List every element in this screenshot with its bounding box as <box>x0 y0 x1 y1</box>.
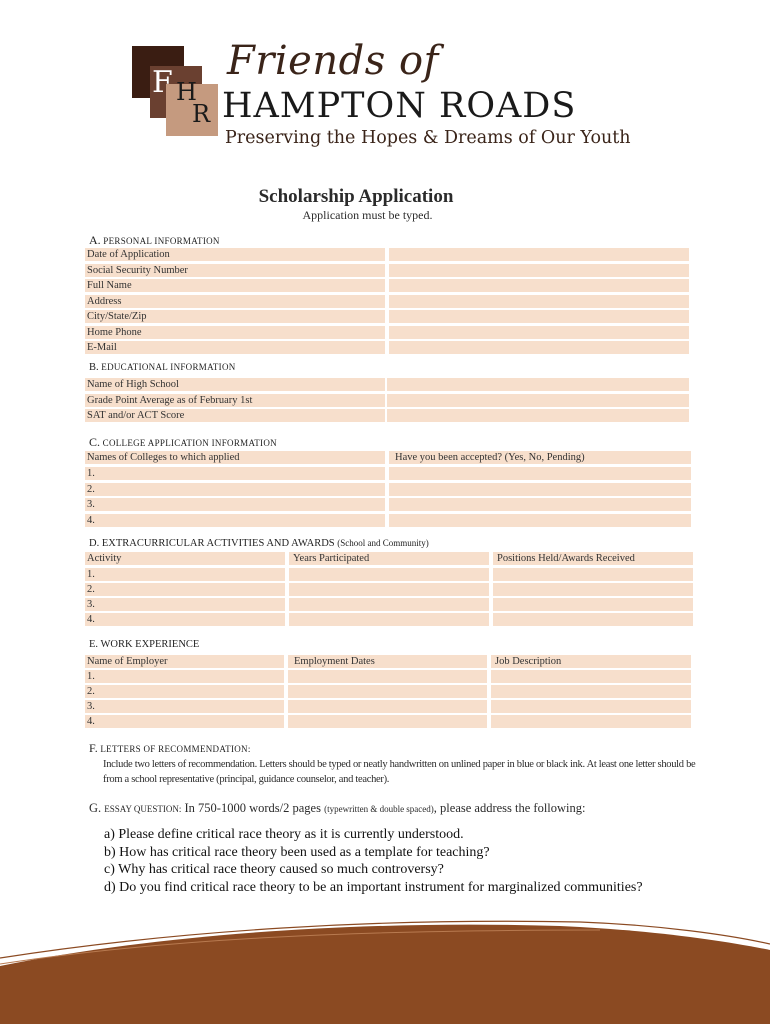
field-input[interactable] <box>493 583 693 596</box>
logo-friends-of: Friends of <box>227 38 439 84</box>
logo-hampton-roads: HAMPTON ROADS <box>222 86 577 126</box>
field-input[interactable] <box>387 409 689 422</box>
section-f-heading: F. LETTERS OF RECOMMENDATION: <box>89 741 251 755</box>
field-label: 3. <box>85 700 284 713</box>
field-input[interactable] <box>493 568 693 581</box>
logo-monogram-h: H <box>176 78 197 106</box>
field-input[interactable] <box>389 514 691 527</box>
field-label: Address <box>85 295 385 308</box>
field-input[interactable] <box>491 670 691 683</box>
field-input[interactable] <box>491 685 691 698</box>
section-b-heading: B. EDUCATIONAL INFORMATION <box>89 362 236 373</box>
section-c-col2-label: Have you been accepted? (Yes, No, Pending) <box>389 451 691 464</box>
field-label: 3. <box>85 598 285 611</box>
section-e-heading: E. WORK EXPERIENCE <box>89 639 200 650</box>
section-d-heading: D. EXTRACURRICULAR ACTIVITIES AND AWARDS (School and Community) <box>89 538 429 549</box>
field-input[interactable] <box>389 341 689 354</box>
page-title: Scholarship Application <box>258 186 454 207</box>
logo-monogram-r: R <box>192 100 211 128</box>
page-subtitle: Application must be typed. <box>302 208 433 222</box>
field-label: 2. <box>85 583 285 596</box>
field-input[interactable] <box>389 279 689 292</box>
field-input[interactable] <box>288 715 487 728</box>
section-c-header-row <box>85 451 691 464</box>
field-label: Full Name <box>85 279 385 292</box>
field-input[interactable] <box>389 498 691 511</box>
field-label: City/State/Zip <box>85 310 385 323</box>
section-e-col2-label: Employment Dates <box>288 655 487 668</box>
essay-question-line: G. ESSAY QUESTION: In 750-1000 words/2 pages (typewritten & double spaced), please address the following: <box>89 801 586 815</box>
field-input[interactable] <box>289 598 489 611</box>
question-a: a) Please define critical race theory as it is currently understood. <box>104 827 464 842</box>
field-input[interactable] <box>389 310 689 323</box>
field-input[interactable] <box>289 568 489 581</box>
section-a-heading: A. PERSONAL INFORMATION <box>89 233 220 247</box>
field-label: 4. <box>85 613 285 626</box>
field-input[interactable] <box>493 598 693 611</box>
field-input[interactable] <box>288 685 487 698</box>
fhr-logo <box>132 38 652 158</box>
section-d-col1-label: Activity <box>85 552 285 565</box>
section-e-col1-label: Name of Employer <box>85 655 284 668</box>
field-input[interactable] <box>389 264 689 277</box>
field-label: 4. <box>85 514 385 527</box>
section-e-header-row <box>85 655 691 668</box>
question-d: d) Do you find critical race theory to be an important instrument for marginalized communities? <box>104 879 643 895</box>
decorative-swoosh <box>0 900 770 1024</box>
field-label: 1. <box>85 568 285 581</box>
field-label: Home Phone <box>85 326 385 339</box>
logo-tagline: Preserving the Hopes & Dreams of Our Youth <box>225 128 631 148</box>
field-label: E-Mail <box>85 341 385 354</box>
field-label: Social Security Number <box>85 264 385 277</box>
field-input[interactable] <box>289 583 489 596</box>
field-label: 2. <box>85 685 284 698</box>
field-input[interactable] <box>389 483 691 496</box>
field-input[interactable] <box>491 715 691 728</box>
field-input[interactable] <box>289 613 489 626</box>
field-label: 4. <box>85 715 284 728</box>
field-input[interactable] <box>288 670 487 683</box>
field-input[interactable] <box>387 378 689 391</box>
field-input[interactable] <box>493 613 693 626</box>
section-d-col2-label: Years Participated <box>289 552 489 565</box>
section-c-col1-label: Names of Colleges to which applied <box>85 451 385 464</box>
field-label: 1. <box>85 467 385 480</box>
field-input[interactable] <box>389 295 689 308</box>
section-d-col3-label: Positions Held/Awards Received <box>493 552 693 565</box>
section-c-heading: C. COLLEGE APPLICATION INFORMATION <box>89 435 277 449</box>
section-e-col3-label: Job Description <box>491 655 691 668</box>
field-input[interactable] <box>387 394 689 407</box>
section-d-header-row <box>85 552 693 565</box>
field-label: Name of High School <box>85 378 385 391</box>
logo-monogram-f: F <box>152 65 173 100</box>
field-label: 2. <box>85 483 385 496</box>
field-input[interactable] <box>389 467 691 480</box>
recommendation-instructions: Include two letters of recommendation. Letters should be typed or neatly handwritten on unlined paper in blue or black ink. At least one letter should be from a school representative (principal, guidance counselor, and teacher). <box>103 759 696 785</box>
field-label: 1. <box>85 670 284 683</box>
field-input[interactable] <box>491 700 691 713</box>
field-label: Grade Point Average as of February 1st <box>85 394 385 407</box>
field-label: Date of Application <box>85 248 385 261</box>
question-c: c) Why has critical race theory caused so much controversy? <box>104 862 444 877</box>
field-input[interactable] <box>288 700 487 713</box>
field-label: 3. <box>85 498 385 511</box>
field-input[interactable] <box>389 248 689 261</box>
essay-questions <box>104 826 664 896</box>
field-input[interactable] <box>389 326 689 339</box>
question-b: b) How has critical race theory been used as a template for teaching? <box>104 844 490 860</box>
field-label: SAT and/or ACT Score <box>85 409 385 422</box>
